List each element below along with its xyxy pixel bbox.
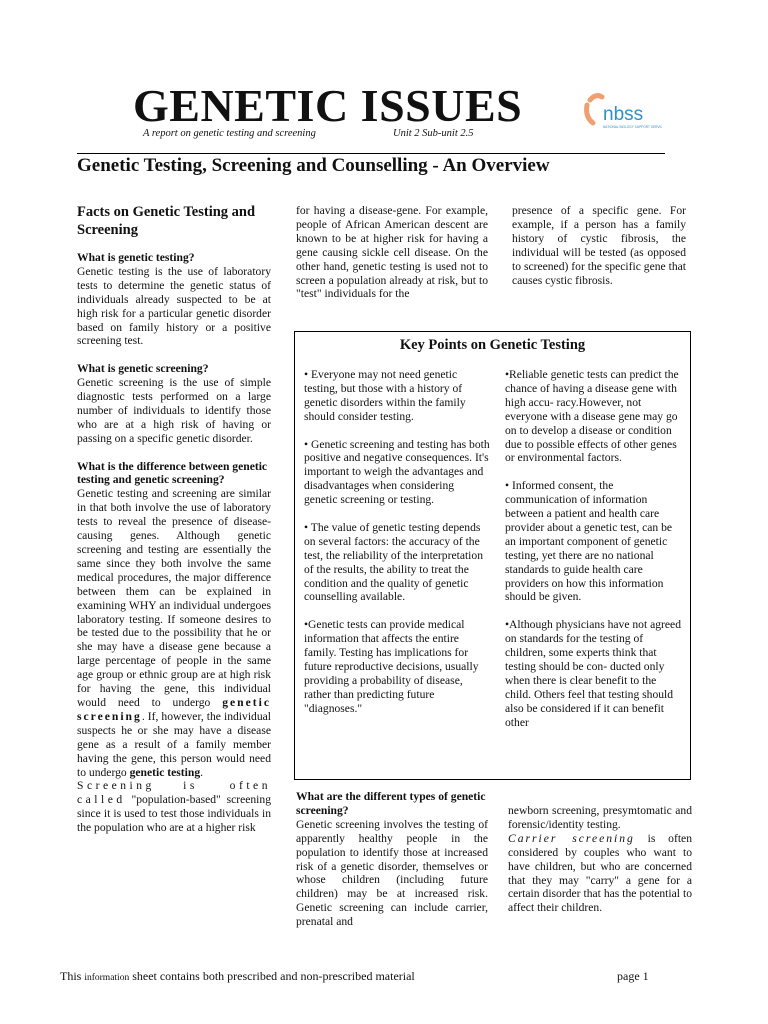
key-point: •Although physicians have not agreed on standards for the testing of children, some experts think that testing should be con- ducted only when there is clear benefit to the child. Others feel that testing should also be considered if it can benefit other [505,618,681,729]
column-5 [508,804,692,915]
overview-heading: Genetic Testing, Screening and Counselling - An Overview [77,155,550,176]
answer-genetic-screening: Genetic screening is the use of simple diagnostic tests performed on a large number of individuals to identify those who are at a high risk of having or passing on a specific genetic disorder. [77,376,271,445]
key-points-right [505,368,685,730]
page-number: page 1 [617,969,649,983]
column-2-text: for having a disease-gene. For example, people of African American descent are known to be at higher risk for having a gene causing sickle cell disease. On the other hand, genetic testing is used not to screen a population already at risk, but to "test" individuals for the [296,204,488,301]
answer-difference: Genetic testing and screening are similar in that both involve the use of laboratory tests to reveal the presence of disease-causing genes. Although genetic screening and testing are essentially the same since they both involve the same medical procedures, the major difference between them can be explained in examining WHY an individual undergoes laboratory testing. If someone desires to be tested due to the possibility that he or she may have a disease gene because a large percentage of people in the same age group or ethnic group are at high risk for having the gene, this individual would need to undergo genetic screening. If, however, the individual suspects he or she may have a disease gene as a result of a family member having the gene, this person would need to undergo genetic testing. Screening is often called "population-based" screening since it is used to test those individuals in the population who are at a higher risk [77,487,271,835]
column-3 [512,204,686,287]
question-genetic-screening: What is genetic screening? [77,362,209,376]
column-5-text: newborn screening, presymtomatic and forensic/identity testing. Carrier screening is often considered by couples who want to have children, but who are concerned that they may "carry" a gene for a certain disorder that has the potential to affect their children. [508,804,692,915]
logo-subtext: NATIONAL BIOLOGY SUPPORT SERVICE [603,125,662,129]
question-types-screening: What are the different types of genetic screening? [296,790,486,817]
column-3-text: presence of a specific gene. For example, if a person has a family history of cystic fibrosis, the individual will be tested (as opposed to screened) for the specific gene that causes cystic fibrosis. [512,204,686,287]
answer-types-screening: Genetic screening involves the testing of apparently healthy people in the population to identify those at increased risk of a genetic disorder, themselves or whose children (including future children) may be at increased risk. Genetic screening can include carrier, prenatal and [296,817,488,929]
header-rule [77,153,665,154]
nbss-logo [578,90,662,132]
key-points-heading: Key Points on Genetic Testing [399,337,586,353]
key-point: •Reliable genetic tests can predict the chance of having a disease gene with high accu- racy.However, not everyone with a disease gene may go on to develop a disease or condition due to possible effects of other genes or environmental factors. [505,368,679,465]
key-point: •Genetic tests can provide medical information that affects the entire family. Testing has implications for future reproductive decisions, usually providing a probability of disease, rather than predicting future "diagnoses." [304,618,479,715]
key-points-left [304,368,490,716]
logo-text: nbss [603,104,644,125]
key-point: • The value of genetic testing depends on several factors: the accuracy of the test, the reliability of the interpretation of the results, the ability to treat the condition and the quality of genetic counselling available. [304,520,484,604]
facts-heading: Facts on Genetic Testing and Screening [77,204,256,238]
key-point: • Genetic screening and testing has both positive and negative consequences. It's important to weigh the advantages and disadvantages when considering genetic screening or testing. [304,437,490,507]
question-genetic-testing: What is genetic testing? [77,251,195,264]
column-4 [296,790,488,929]
key-point: • Informed consent, the communication of information between a patient and health care provider about a genetic test, can be an important component of genetic testing, yet there are no national standards to guide health care providers on how this information should be given. [505,479,673,604]
unit-label: Unit 2 Sub-unit 2.5 [393,128,474,139]
key-point: • Everyone may not need genetic testing, but those with a history of genetic disorders within the family should consider testing. [304,368,466,423]
answer-genetic-testing: Genetic testing is the use of laboratory tests to determine the genetic status of individuals already suspected to be at high risk for a particular genetic disorder based on family history or a positive screening test. [77,264,271,348]
footer-note: This information sheet contains both prescribed and non-prescribed material [60,969,415,983]
question-difference: What is the difference between genetic testing and genetic screening? [77,459,268,487]
document-subtitle: A report on genetic testing and screening [143,128,316,139]
document-title: GENETIC ISSUES [133,80,523,131]
column-2 [296,204,488,301]
column-1 [77,251,271,835]
